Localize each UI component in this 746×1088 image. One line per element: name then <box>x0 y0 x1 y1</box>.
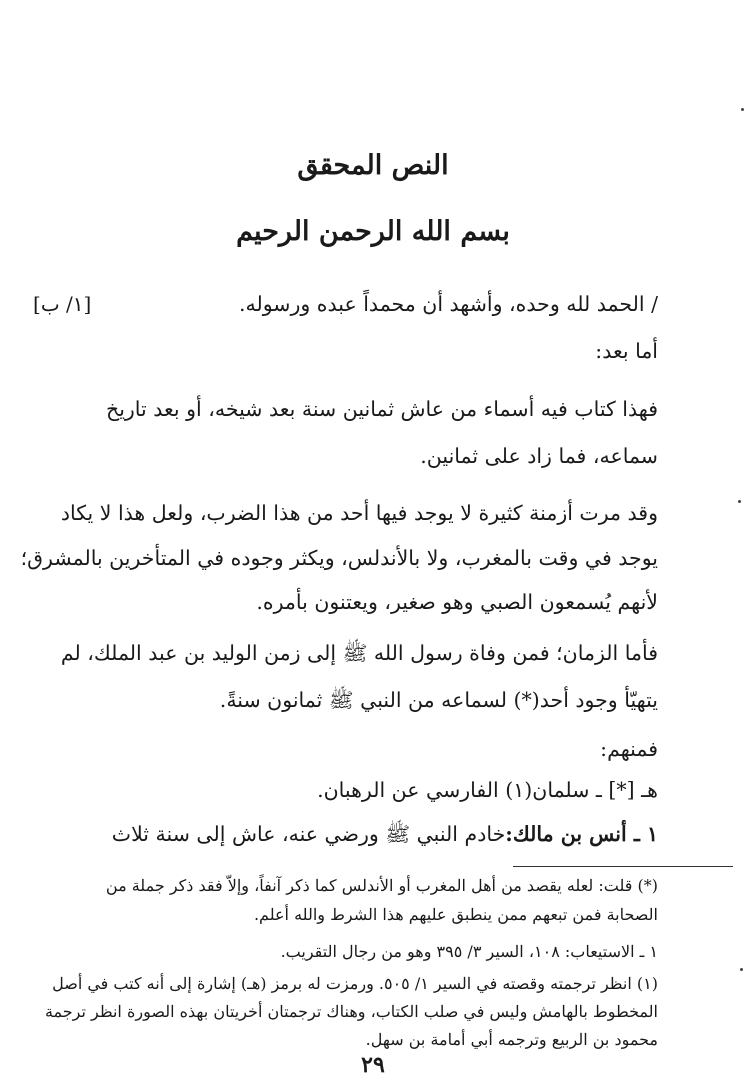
footnote-line-2: الصحابة فمن تبعهم ممن ينطبق عليهم هذا الشرط والله أعلم. <box>253 905 658 924</box>
body-line-5: وقد مرت أزمنة كثيرة لا يوجد فيها أحد من هذا الضرب، ولعل هذا لا يكاد <box>60 501 658 525</box>
body-line-11: هـ [*] ـ سلمان(١) الفارسي عن الرهبان. <box>317 778 658 802</box>
scan-speck <box>740 968 743 971</box>
entry-one-line <box>111 822 658 852</box>
body-line-7: لأنهم يُسمعون الصبي وهو صغير، ويعتنون بأمره. <box>256 590 658 614</box>
body-line-1: / الحمد لله وحده، وأشهد أن محمداً عبده ورسوله. <box>238 292 658 316</box>
body-line-4: سماعه، فما زاد على ثمانين. <box>420 444 658 468</box>
body-line-10: فمنهم: <box>600 737 658 761</box>
body-line-3: فهذا كتاب فيه أسماء من عاش ثمانين سنة بعد شيخه، أو بعد تاريخ <box>105 397 658 421</box>
basmala-heading: بسم الله الرحمن الرحيم <box>236 216 510 247</box>
body-line-6: يوجد في وقت بالمغرب، ولا بالأندلس، ويكثر وجوده في المتأخرين بالمشرق؛ <box>20 546 658 570</box>
scan-speck <box>738 500 741 503</box>
page-number: ٢٩ <box>361 1052 385 1078</box>
scan-speck <box>741 108 744 111</box>
footnote-line-5: المخطوط بالهامش وليس في صلب الكتاب، وهناك ترجمتان أخريتان بهذه الصورة انظر ترجمة <box>44 1002 658 1021</box>
folio-reference: [١/ ب] <box>33 292 92 316</box>
entry-one-name: ١ ـ أنس بن مالك: <box>505 822 658 846</box>
body-line-8: فأما الزمان؛ فمن وفاة رسول الله ﷺ إلى زمن الوليد بن عبد الملك، لم <box>60 641 658 665</box>
footnote-line-1: (*) قلت: لعله يقصد من أهل المغرب أو الأندلس كما ذكر آنفاً، وإلاّ فقد ذكر جملة من <box>105 876 658 895</box>
entry-one-text: خادم النبي ﷺ ورضي عنه، عاش إلى سنة ثلاث <box>111 822 506 846</box>
section-title: النص المحقق <box>297 150 449 181</box>
footnote-line-4: (١) انظر ترجمته وقصته في السير ١/ ٥٠٥. ورمزت له برمز (هـ) إشارة إلى أنه كتب في أصل <box>52 974 658 993</box>
footnote-line-6: محمود بن الربيع وترجمه أبي أمامة بن سهل. <box>365 1030 658 1049</box>
footnote-line-3: ١ ـ الاستيعاب: ١٠٨، السير ٣/ ٣٩٥ وهو من رجال التقريب. <box>280 942 658 961</box>
body-line-9: يتهيّأ وجود أحد(*) لسماعه من النبي ﷺ ثمانون سنةً. <box>219 688 658 712</box>
footnote-divider <box>513 866 733 867</box>
body-line-2: أما بعد: <box>595 339 658 363</box>
